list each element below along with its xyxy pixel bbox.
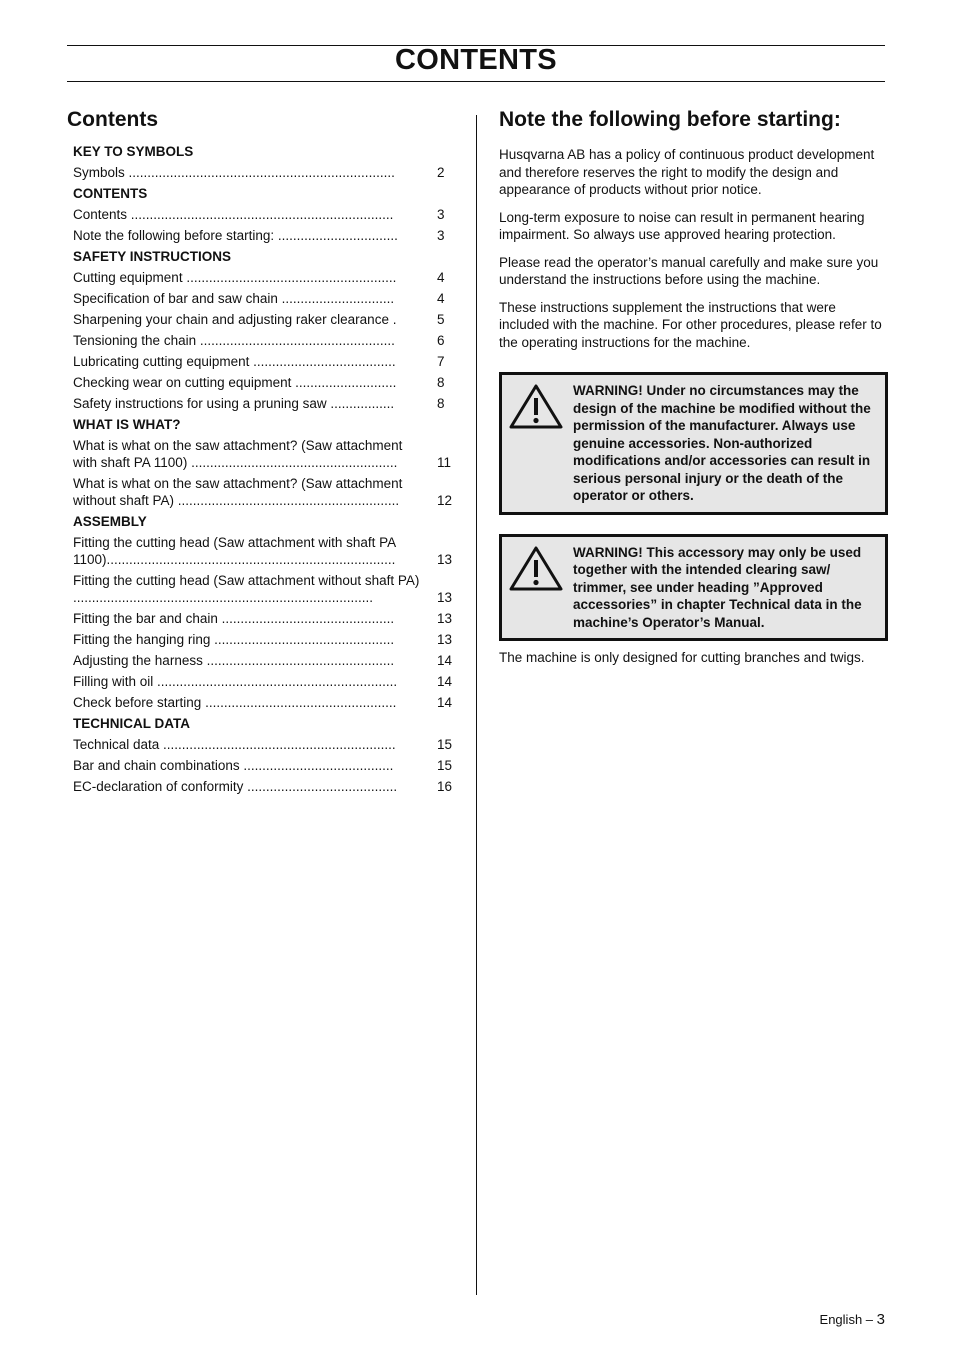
toc-entry-title: Technical data .............................................................. <box>73 737 396 752</box>
toc-entry <box>73 652 455 669</box>
toc-entry-title: Fitting the cutting head (Saw attachment with shaft PA 1100)............................................................................. <box>73 535 396 567</box>
toc-entry <box>73 572 455 606</box>
notes-column <box>499 146 887 677</box>
toc-entry <box>73 610 455 627</box>
toc-entry-title: Lubricating cutting equipment ...................................... <box>73 354 396 369</box>
table-of-contents <box>73 143 455 799</box>
toc-group-heading: SAFETY INSTRUCTIONS <box>73 249 232 264</box>
toc-entry-title: Check before starting ................................................... <box>73 695 397 710</box>
toc-group-heading: WHAT IS WHAT? <box>73 417 181 432</box>
toc-entry-title: Fitting the bar and chain .............................................. <box>73 611 395 626</box>
toc-entry-page: 3 <box>437 228 445 243</box>
toc-entry-page: 13 <box>437 611 453 626</box>
toc-entry-page: 6 <box>437 333 445 348</box>
toc-entry <box>73 206 455 223</box>
toc-entry-title: Note the following before starting: ................................ <box>73 228 398 243</box>
toc-entry <box>73 395 455 412</box>
toc-entry-page: 11 <box>437 455 452 470</box>
toc-entry <box>73 631 455 648</box>
toc-entry-page: 12 <box>437 493 453 508</box>
warning-text: WARNING! This accessory may only be used together with the intended clearing saw/ trimmer, see under heading ”Approved accessories” in chapter Technical data in the machine’s Operator’s Manual. <box>573 544 862 630</box>
toc-entry <box>73 164 455 181</box>
toc-entry <box>73 778 455 795</box>
toc-entry-title: EC-declaration of conformity ........................................ <box>73 779 398 794</box>
page-title: CONTENTS <box>395 44 557 76</box>
toc-entry <box>73 374 455 391</box>
footer-language: English <box>819 1312 863 1327</box>
policy-paragraph: Husqvarna AB has a policy of continuous product development and therefore reserves the right to modify the design and appearance of products without prior notice. <box>499 147 875 197</box>
toc-entry-page: 13 <box>437 590 453 605</box>
toc-entry-title: Tensioning the chain .................................................... <box>73 333 395 348</box>
footer-separator: – <box>865 1312 874 1327</box>
contents-heading: Contents <box>67 108 158 131</box>
toc-entry-page: 2 <box>437 165 445 180</box>
warning-box-modifications <box>499 372 888 515</box>
toc-entry-page: 15 <box>437 737 453 752</box>
toc-entry-page: 7 <box>437 354 445 369</box>
toc-entry-title: Filling with oil ................................................................ <box>73 674 398 689</box>
toc-entry-title: What is what on the saw attachment? (Saw attachment with shaft PA 1100) ....................................................... <box>73 438 403 470</box>
toc-entry <box>73 757 455 774</box>
toc-entry <box>73 694 455 711</box>
toc-entry <box>73 673 455 690</box>
note-heading: Note the following before starting: <box>499 108 841 131</box>
toc-entry <box>73 311 455 328</box>
toc-entry-title: Specification of bar and saw chain .............................. <box>73 291 395 306</box>
toc-entry <box>73 437 455 471</box>
footer-page-number: 3 <box>876 1311 885 1328</box>
warning-triangle-icon <box>508 544 570 632</box>
column-divider <box>476 115 477 1295</box>
toc-entry-page: 8 <box>437 396 445 411</box>
toc-entry-page: 15 <box>437 758 453 773</box>
toc-entry-title: Sharpening your chain and adjusting raker clearance . <box>73 312 397 327</box>
toc-group-heading: KEY TO SYMBOLS <box>73 144 194 159</box>
toc-entry-page: 13 <box>437 552 453 567</box>
title-underline <box>67 81 885 82</box>
toc-entry-page: 4 <box>437 270 445 285</box>
toc-entry <box>73 332 455 349</box>
toc-entry-title: Contents ...................................................................... <box>73 207 394 222</box>
supplement-paragraph: These instructions supplement the instructions that were included with the machine. For other procedures, please refer to the operating instructions for the machine. <box>499 299 882 350</box>
toc-entry <box>73 290 455 307</box>
toc-entry <box>73 227 455 244</box>
toc-entry-title: Fitting the cutting head (Saw attachment without shaft PA) ................................................................................ <box>73 573 420 605</box>
toc-entry-title: Symbols ....................................................................... <box>73 165 395 180</box>
toc-entry-title: Checking wear on cutting equipment ........................... <box>73 375 397 390</box>
toc-entry <box>73 534 455 568</box>
toc-entry <box>73 736 455 753</box>
toc-entry-page: 5 <box>437 312 445 327</box>
toc-entry-title: Cutting equipment ........................................................ <box>73 270 397 285</box>
toc-entry-page: 8 <box>437 375 445 390</box>
toc-group-heading: ASSEMBLY <box>73 514 147 529</box>
read-manual-paragraph: Please read the operator’s manual carefully and make sure you understand the instructions before using the machine. <box>499 254 879 287</box>
toc-entry <box>73 269 455 286</box>
toc-entry-title: Fitting the hanging ring ................................................ <box>73 632 395 647</box>
toc-entry-page: 14 <box>437 695 453 710</box>
closing-paragraph: The machine is only designed for cutting branches and twigs. <box>499 650 865 665</box>
toc-entry-page: 16 <box>437 779 453 794</box>
noise-paragraph: Long-term exposure to noise can result in permanent hearing impairment. So always use approved hearing protection. <box>499 209 865 242</box>
toc-entry <box>73 353 455 370</box>
toc-entry <box>73 475 455 509</box>
toc-entry-page: 3 <box>437 207 445 222</box>
toc-entry-title: Safety instructions for using a pruning saw ................. <box>73 396 395 411</box>
toc-group-heading: CONTENTS <box>73 186 148 201</box>
warning-text: WARNING! Under no circumstances may the design of the machine be modified without the permission of the manufacturer. Always use genuine accessories. Non-authorized modifications and/or accessories can result in serious personal injury or the death of the operator or others. <box>573 383 871 503</box>
page-footer <box>820 1311 885 1328</box>
toc-entry-title: Bar and chain combinations ........................................ <box>73 758 394 773</box>
toc-entry-title: Adjusting the harness .................................................. <box>73 653 395 668</box>
toc-group-heading: TECHNICAL DATA <box>73 716 190 731</box>
toc-entry-page: 13 <box>437 632 453 647</box>
toc-entry-page: 14 <box>437 674 453 689</box>
warning-box-accessory <box>499 534 888 642</box>
toc-entry-title: What is what on the saw attachment? (Saw attachment without shaft PA) ........................................................... <box>73 476 403 508</box>
toc-entry-page: 4 <box>437 291 445 306</box>
toc-entry-page: 14 <box>437 653 453 668</box>
warning-triangle-icon <box>508 382 570 505</box>
